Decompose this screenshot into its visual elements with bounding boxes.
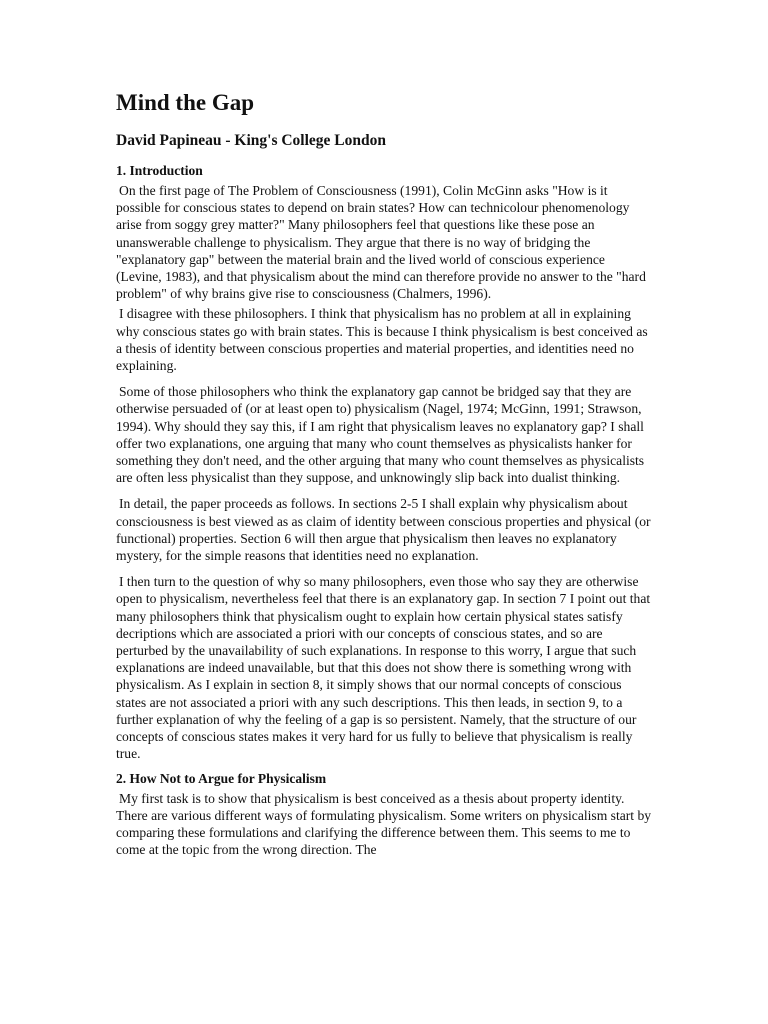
paragraph: I disagree with these philosophers. I think that physicalism has no problem at all in explaining why conscious states go with brain states. This is because I think physicalism is best conceived as a thesis of identity between conscious properties and material properties, and identities need no explaining.	[116, 306, 648, 374]
paragraph: I then turn to the question of why so many philosophers, even those who say they are otherwise open to physicalism, nevertheless feel that there is an explanatory gap. In section 7 I point out that many philosophers think that physicalism ought to explain how certain physical states satisfy decriptions which are associated a priori with our concepts of conscious states, and so are perturbed by the unavailability of such explanations. In response to this worry, I argue that such explanations are indeed unavailable, but that this does not show there is something wrong with physicalism. As I explain in section 8, it simply shows that our normal concepts of conscious states are not associated a priori with any such descriptions. This then leads, in section 9, to a further explanation of why the feeling of a gap is so persistent. Namely, that the structure of our concepts of conscious states makes it very hard for us fully to believe that physicalism is really true.	[116, 574, 651, 762]
truncated-paragraph-container	[116, 790, 654, 858]
author-line: David Papineau - King's College London	[116, 132, 387, 149]
paper-title: Mind the Gap	[116, 90, 255, 115]
document-page	[116, 88, 654, 858]
section-heading-introduction: 1. Introduction	[116, 163, 203, 178]
paragraph: On the first page of The Problem of Consciousness (1991), Colin McGinn asks "How is it possible for conscious states to depend on brain states? How can technicolour phenomenology arise from soggy grey matter?" Many philosophers feel that questions like these pose an unanswerable challenge to physicalism. They argue that there is no way of bridging the "explanatory gap" between the material brain and the lived world of conscious experience (Levine, 1983), and that physicalism about the mind can therefore provide no answer to the "hard problem" of why brains give rise to consciousness (Chalmers, 1996).	[116, 183, 646, 302]
paragraph: In detail, the paper proceeds as follows. In sections 2-5 I shall explain why physicalism about consciousness is best viewed as as claim of identity between conscious properties and physical (or functional) properties. Section 6 will then argue that physicalism then leaves no explanatory mystery, for the simple reasons that identities need no explanation.	[116, 496, 651, 564]
paragraph: My first task is to show that physicalism is best conceived as a thesis about property identity. There are various different ways of formulating physicalism. Some writers on physicalism start by comparing these formulations and clarifying the difference between them. This seems to me to come at the topic from the wrong direction. The	[116, 790, 652, 858]
section-heading-physicalism: 2. How Not to Argue for Physicalism	[116, 770, 327, 786]
paragraph: Some of those philosophers who think the explanatory gap cannot be bridged say that they are otherwise persuaded of (or at least open to) physicalism (Nagel, 1974; McGinn, 1991; Strawson, 1994). Why should they say this, if I am right that physicalism leaves no explanatory gap? I shall offer two explanations, one arguing that many who count themselves as physicalists hanker for something they don't need, and the other arguing that many who count themselves as physicalists are often less physicalist than they suppose, and unknowingly slip back into dualist thinking.	[116, 384, 645, 486]
